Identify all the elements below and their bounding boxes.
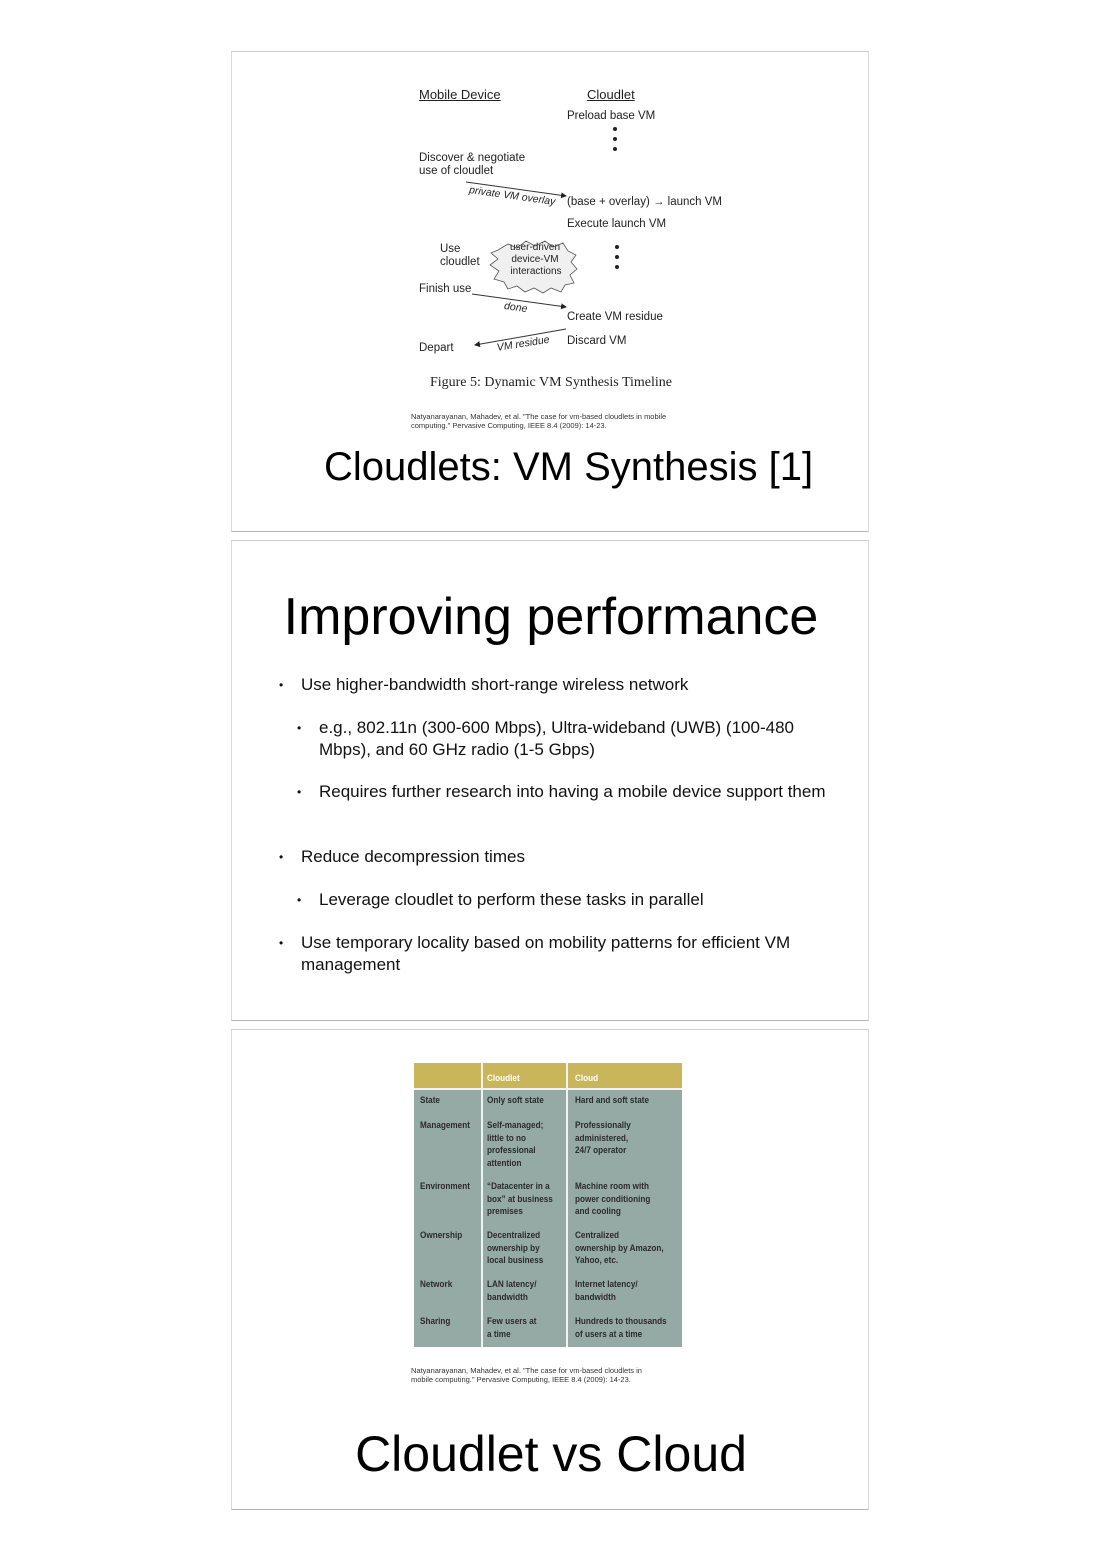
bullet-text: Leverage cloudlet to perform these tasks in parallel (319, 890, 704, 909)
ellipsis-dot (613, 147, 617, 151)
row-label-state: State (420, 1095, 440, 1106)
cell: LAN latency/ (487, 1279, 537, 1290)
citation-line2: mobile computing." Pervasive Computing, IEEE 8.4 (2009): 14-23. (411, 1375, 631, 1384)
ellipsis-dot (615, 265, 619, 269)
cell: Centralized (575, 1230, 620, 1241)
bullet-icon: • (279, 936, 284, 950)
cell: Machine room with (575, 1181, 650, 1192)
sub-bullet-item (297, 889, 829, 911)
sub-bullet-item (297, 781, 829, 803)
figure-caption: Figure 5: Dynamic VM Synthesis Timeline (429, 375, 673, 390)
cell: local business (487, 1255, 544, 1266)
cell: Self-managed; (487, 1120, 544, 1131)
slide-improving-performance (231, 540, 869, 1021)
column-divider (566, 1063, 568, 1347)
launch-step: (base + overlay) → launch VM (567, 196, 722, 208)
bullet-icon: • (297, 721, 302, 735)
vm-synthesis-timeline-figure (232, 52, 870, 452)
header-cloudlet: Cloudlet (487, 1073, 520, 1084)
bullet-text: Requires further research into having a mobile device support them (319, 782, 826, 801)
use-step-line1: Use (440, 243, 461, 255)
burst-line1: user-driven (510, 242, 561, 253)
bullet-text: e.g., 802.11n (300-600 Mbps), Ultra-wideband (UWB) (100-480 Mbps), and 60 GHz radio (1-5 Gbps) (319, 718, 794, 759)
ellipsis-dot (613, 137, 617, 141)
cell: and cooling (575, 1206, 621, 1217)
mobile-device-header: Mobile Device (419, 87, 501, 102)
bullet-text: Use higher-bandwidth short-range wireless network (301, 675, 689, 694)
ellipsis-dot (613, 127, 617, 131)
slide-title: Cloudlet vs Cloud (355, 1426, 747, 1482)
cell: Only soft state (487, 1095, 544, 1106)
column-divider (481, 1063, 483, 1347)
cell: little to no (487, 1132, 527, 1144)
cloudlet-header: Cloudlet (587, 87, 635, 102)
cell: 24/7 operator (575, 1145, 627, 1156)
private-overlay-label: private VM overlay (468, 184, 557, 208)
bullet-item (279, 846, 821, 868)
slide-cloudlet-vs-cloud (231, 1029, 869, 1510)
bullet-icon: • (297, 893, 302, 907)
citation-line2: computing." Pervasive Computing, IEEE 8.4 (2009): 14-23. (411, 421, 607, 430)
cell: premises (487, 1206, 523, 1217)
sub-bullet-item (297, 717, 829, 761)
discard-step: Discard VM (567, 335, 627, 347)
cell: ownership by Amazon, (575, 1242, 664, 1254)
header-cloud: Cloud (575, 1073, 599, 1084)
row-label-environment: Environment (420, 1181, 470, 1192)
cell: “Datacenter in a (487, 1181, 550, 1192)
bullet-icon: • (279, 850, 284, 864)
bullet-icon: • (297, 785, 302, 799)
use-step-line2: cloudlet (440, 256, 480, 268)
burst-line3: interactions (510, 266, 562, 277)
discover-step-line1: Discover & negotiate (419, 152, 526, 164)
row-label-management: Management (420, 1120, 470, 1131)
depart-step: Depart (419, 342, 454, 354)
row-label-network: Network (420, 1279, 453, 1290)
table-header-row (414, 1063, 682, 1088)
cell: Professionally (575, 1120, 631, 1131)
ellipsis-dot (615, 255, 619, 259)
citation-line1: Natyanarayanan, Mahadev, et al. "The case for vm-based cloudlets in (411, 1366, 642, 1375)
vm-residue-label: VM residue (496, 333, 551, 354)
cell: administered, (575, 1132, 629, 1144)
discover-step-line2: use of cloudlet (419, 165, 494, 177)
cell: professional (487, 1145, 536, 1156)
cell: bandwidth (487, 1291, 528, 1303)
slide-vm-synthesis (231, 51, 869, 532)
slide-title: Cloudlets: VM Synthesis [1] (324, 445, 814, 489)
done-label: done (503, 300, 529, 316)
cell: Yahoo, etc. (575, 1255, 619, 1266)
execute-step: Execute launch VM (567, 218, 667, 230)
citation-line1: Natyanarayanan, Mahadev, et al. "The case for vm-based cloudlets in mobile (411, 412, 667, 421)
cell: attention (487, 1157, 522, 1169)
cell: a time (487, 1328, 511, 1340)
cell: power conditioning (575, 1193, 651, 1205)
bullet-item (279, 932, 801, 976)
header-divider (414, 1088, 682, 1090)
cell: Few users at (487, 1316, 537, 1327)
cell: Hundreds to thousands (575, 1316, 667, 1327)
cell: of users at a time (575, 1328, 643, 1340)
cell: Decentralized (487, 1230, 541, 1241)
bullet-text: Use temporary locality based on mobility patterns for efficient VM management (301, 933, 791, 974)
bullet-item (279, 674, 821, 696)
bullet-text: Reduce decompression times (301, 847, 525, 866)
row-label-ownership: Ownership (420, 1230, 463, 1241)
create-residue-step: Create VM residue (567, 311, 663, 323)
cell: Hard and soft state (575, 1095, 650, 1106)
row-label-sharing: Sharing (420, 1316, 451, 1327)
slide-title: Improving performance (283, 588, 819, 646)
ellipsis-dot (615, 245, 619, 249)
cell: Internet latency/ (575, 1279, 638, 1290)
preload-step: Preload base VM (567, 110, 656, 122)
cell: bandwidth (575, 1291, 616, 1303)
cell: box” at business (487, 1193, 553, 1205)
bullet-icon: • (279, 678, 284, 692)
cell: ownership by (487, 1242, 540, 1254)
finish-step: Finish use (419, 283, 472, 295)
comparison-table (414, 1063, 682, 1347)
burst-line2: device-VM (511, 254, 559, 265)
